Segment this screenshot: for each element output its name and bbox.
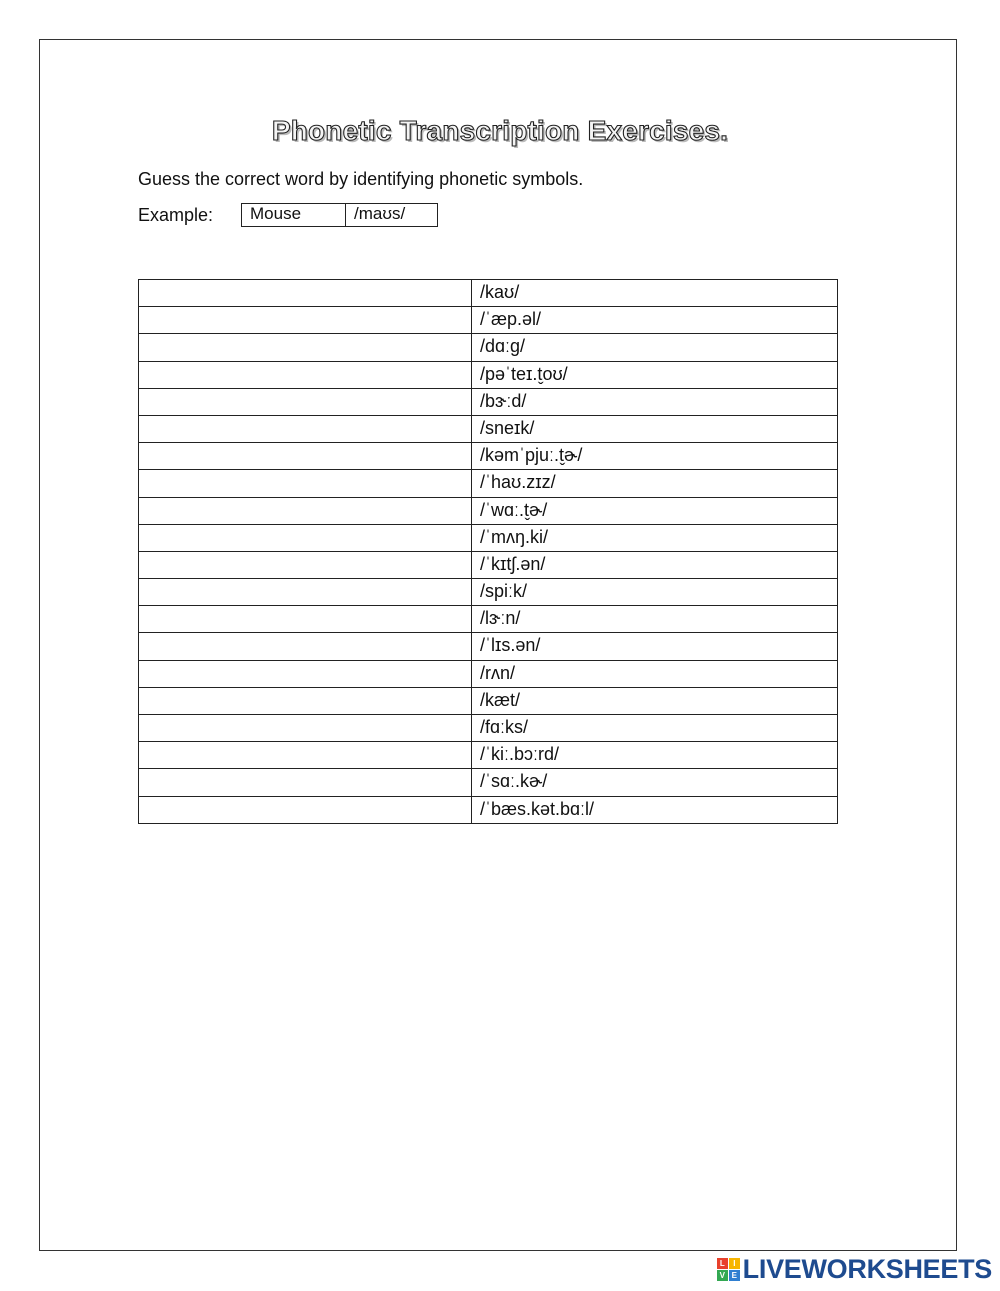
exercise-row	[139, 334, 838, 361]
ipa-cell: /kaʊ/	[472, 280, 838, 307]
answer-input-cell[interactable]	[139, 361, 472, 388]
logo-letter: I	[729, 1258, 740, 1269]
answer-input-cell[interactable]	[139, 388, 472, 415]
exercise-row	[139, 443, 838, 470]
brand-name: LIVEWORKSHEETS	[742, 1254, 992, 1284]
ipa-cell: /fɑːks/	[472, 715, 838, 742]
answer-input-cell[interactable]	[139, 579, 472, 606]
exercise-row	[139, 660, 838, 687]
instructions-text: Guess the correct word by identifying phonetic symbols.	[138, 169, 584, 189]
ipa-cell: /ˈwɑː.t̬ɚ/	[472, 497, 838, 524]
ipa-cell: /pəˈteɪ.t̬oʊ/	[472, 361, 838, 388]
liveworksheets-logo-icon	[717, 1258, 740, 1281]
page-title: Phonetic Transcription Exercises.	[271, 115, 729, 146]
logo-letter: V	[717, 1270, 728, 1281]
exercise-table	[138, 279, 838, 824]
answer-input-cell[interactable]	[139, 443, 472, 470]
exercise-row	[139, 388, 838, 415]
ipa-cell: /spiːk/	[472, 579, 838, 606]
answer-input-cell[interactable]	[139, 633, 472, 660]
liveworksheets-logo	[717, 1254, 992, 1285]
answer-input-cell[interactable]	[139, 660, 472, 687]
exercise-row	[139, 687, 838, 714]
ipa-cell: /ˈlɪs.ən/	[472, 633, 838, 660]
ipa-cell: /kæt/	[472, 687, 838, 714]
answer-input-cell[interactable]	[139, 551, 472, 578]
exercise-row	[139, 633, 838, 660]
ipa-cell: /bɝːd/	[472, 388, 838, 415]
answer-input-cell[interactable]	[139, 524, 472, 551]
answer-input-cell[interactable]	[139, 687, 472, 714]
logo-letter: E	[729, 1270, 740, 1281]
exercise-row	[139, 579, 838, 606]
answer-input-cell[interactable]	[139, 769, 472, 796]
ipa-cell: /kəmˈpjuː.t̬ɚ/	[472, 443, 838, 470]
exercise-row	[139, 796, 838, 823]
exercise-row	[139, 415, 838, 442]
ipa-cell: /ˈhaʊ.zɪz/	[472, 470, 838, 497]
ipa-cell: /ˈsɑː.kɚ/	[472, 769, 838, 796]
ipa-cell: /ˈæp.əl/	[472, 307, 838, 334]
answer-input-cell[interactable]	[139, 415, 472, 442]
ipa-cell: /ˈkɪtʃ.ən/	[472, 551, 838, 578]
exercise-row	[139, 280, 838, 307]
answer-input-cell[interactable]	[139, 742, 472, 769]
exercise-row	[139, 742, 838, 769]
exercise-row	[139, 769, 838, 796]
example-label: Example:	[138, 205, 214, 225]
ipa-cell: /ˈbæs.kət.bɑːl/	[472, 796, 838, 823]
ipa-cell: /dɑːg/	[472, 334, 838, 361]
answer-input-cell[interactable]	[139, 606, 472, 633]
exercise-row	[139, 470, 838, 497]
ipa-cell: /ˈmʌŋ.ki/	[472, 524, 838, 551]
exercise-row	[139, 307, 838, 334]
exercise-row	[139, 524, 838, 551]
answer-input-cell[interactable]	[139, 307, 472, 334]
exercise-row	[139, 606, 838, 633]
exercise-row	[139, 551, 838, 578]
example-ipa: /maʊs/	[354, 204, 406, 223]
example-box	[241, 203, 438, 227]
example-word: Mouse	[242, 204, 346, 226]
exercise-row	[139, 497, 838, 524]
answer-input-cell[interactable]	[139, 715, 472, 742]
ipa-cell: /ˈkiː.bɔːrd/	[472, 742, 838, 769]
answer-input-cell[interactable]	[139, 796, 472, 823]
ipa-cell: /lɝːn/	[472, 606, 838, 633]
ipa-cell: /rʌn/	[472, 660, 838, 687]
exercise-row	[139, 715, 838, 742]
exercise-row	[139, 361, 838, 388]
answer-input-cell[interactable]	[139, 280, 472, 307]
logo-letter: L	[717, 1258, 728, 1269]
answer-input-cell[interactable]	[139, 334, 472, 361]
answer-input-cell[interactable]	[139, 497, 472, 524]
ipa-cell: /sneɪk/	[472, 415, 838, 442]
answer-input-cell[interactable]	[139, 470, 472, 497]
